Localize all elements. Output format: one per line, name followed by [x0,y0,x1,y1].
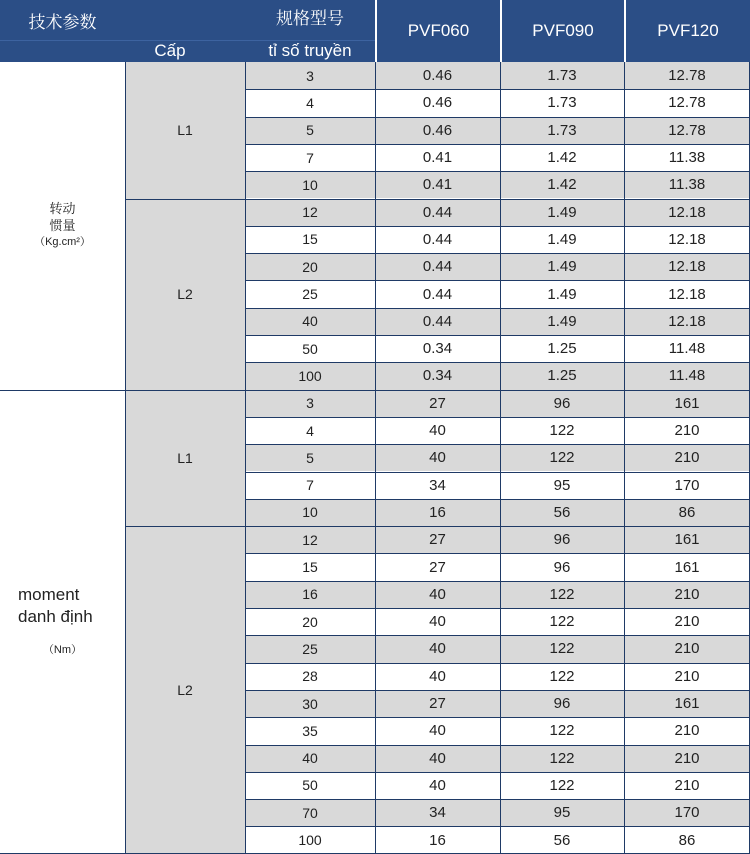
value-cell [624,417,750,444]
cell-text: 40 [302,313,318,330]
cell-text: 210 [674,613,700,631]
value-cell [624,362,750,389]
cell-text: 122 [549,667,575,685]
grid-line [245,472,750,473]
ratio-cell [245,499,375,526]
value-cell [624,199,750,226]
cell-text: 40 [429,749,446,767]
group-name-line: （Kg.cm²） [34,236,91,249]
value-cell [500,171,624,198]
value-cell [624,472,750,499]
value-cell [624,581,750,608]
cell-text: 86 [678,831,696,849]
ratio-cell [245,417,375,444]
cell-text: 122 [549,722,575,740]
value-cell [375,362,500,389]
table-header [0,0,750,62]
cell-text: 161 [674,695,700,713]
cell-text: 40 [429,585,446,603]
value-cell [375,335,500,362]
group-name-line: danh định [18,607,93,627]
cell-text: 96 [553,695,571,713]
cell-text: 210 [674,749,700,767]
value-cell [375,745,500,772]
cell-text: 122 [549,776,575,794]
cell-text: 50 [302,340,318,357]
cell-text: 25 [302,640,318,657]
value-cell [624,62,750,89]
ratio-cell [245,171,375,198]
cell-text: 12.18 [668,203,706,221]
header-level: Cấp [154,41,186,60]
cell-text: 1.42 [547,149,577,167]
value-cell [375,253,500,280]
ratio-cell [245,717,375,744]
cell-text: 12 [302,204,318,221]
grid-line [245,335,750,336]
ratio-cell [245,526,375,553]
cell-text: 40 [429,776,446,794]
grid-line [624,62,625,854]
header-tech-params: 技术参数 [28,12,97,32]
cell-text: 15 [302,231,318,248]
grid-line [245,745,750,746]
value-cell [375,226,500,253]
cell-text: 27 [429,394,446,412]
value-cell [624,772,750,799]
value-cell [500,499,624,526]
ratio-cell [245,826,375,853]
value-cell [500,226,624,253]
value-cell [624,826,750,853]
header-divider [624,0,626,62]
cell-text: 122 [549,585,575,603]
grid-line [245,608,750,609]
ratio-cell [245,226,375,253]
value-cell [500,717,624,744]
cell-text: 40 [429,722,446,740]
cell-text: 0.46 [422,67,453,85]
level-cell [125,199,245,390]
group-name-line: 转动 [49,201,76,217]
ratio-cell [245,335,375,362]
cell-text: 210 [674,640,700,658]
value-cell [375,417,500,444]
cell-text: 1.25 [547,340,577,358]
grid-line [245,635,750,636]
cell-text: 34 [429,476,446,494]
value-cell [624,280,750,307]
value-cell [500,826,624,853]
value-cell [500,444,624,471]
value-cell [500,253,624,280]
cell-text: 20 [302,613,318,630]
grid-line [245,690,750,691]
grid-line [245,62,246,854]
value-cell [624,390,750,417]
cell-text: 170 [674,476,700,494]
grid-line [500,62,501,854]
cell-text: 0.44 [422,285,453,303]
value-cell [375,117,500,144]
cell-text: 5 [306,449,314,466]
value-cell [500,280,624,307]
cell-text: 210 [674,776,700,794]
group-name-line: 惯量 [49,218,76,234]
value-cell [375,553,500,580]
value-cell [375,171,500,198]
cell-text: 96 [553,531,571,549]
value-cell [624,171,750,198]
cell-text: 16 [302,586,318,603]
cell-text: 12.78 [668,94,706,112]
value-cell [624,717,750,744]
cell-text: 40 [302,750,318,767]
cell-text: 50 [302,777,318,794]
cell-text: 0.41 [422,149,453,167]
cell-text: 56 [553,503,571,521]
level-cell [125,62,245,199]
value-cell [624,253,750,280]
value-cell [500,608,624,635]
cell-text: 161 [674,558,700,576]
grid-line [245,89,750,90]
cell-text: 40 [429,422,446,440]
grid-line [245,280,750,281]
value-cell [624,335,750,362]
cell-text: 10 [302,504,318,521]
cell-text: 30 [302,695,318,712]
group-name-line: moment [18,585,80,605]
cell-text: 1.73 [547,94,577,112]
cell-text: 1.49 [547,285,577,303]
value-cell [500,526,624,553]
value-cell [624,226,750,253]
cell-text: 1.49 [547,258,577,276]
value-cell [375,89,500,116]
value-cell [375,635,500,662]
ratio-cell [245,308,375,335]
value-cell [375,826,500,853]
value-cell [375,390,500,417]
cell-text: 56 [553,831,571,849]
value-cell [624,690,750,717]
cell-text: 122 [549,749,575,767]
cell-text: 12.18 [668,312,706,330]
ratio-cell [245,390,375,417]
group-name [0,62,125,390]
cell-text: 122 [549,640,575,658]
cell-text: 40 [429,613,446,631]
cell-text: 0.44 [422,258,453,276]
cell-text: L2 [177,286,193,303]
header-model-2: PVF090 [532,21,594,40]
ratio-cell [245,581,375,608]
ratio-cell [245,117,375,144]
grid-line [245,663,750,664]
value-cell [500,390,624,417]
value-cell [500,308,624,335]
grid-line [125,62,126,854]
ratio-cell [245,199,375,226]
grid-line [245,144,750,145]
value-cell [500,117,624,144]
value-cell [375,199,500,226]
value-cell [500,472,624,499]
group-name-cell [0,390,125,854]
ratio-cell [245,745,375,772]
cell-text: 11.38 [668,176,706,194]
grid-line [245,826,750,827]
cell-text: 15 [302,559,318,576]
grid-line [125,199,750,200]
group-name-line: （Nm） [42,644,83,657]
cell-text: 3 [306,67,314,84]
ratio-cell [245,444,375,471]
cell-text: 122 [549,422,575,440]
cell-text: 27 [429,558,446,576]
value-cell [375,690,500,717]
cell-text: 100 [298,367,322,384]
cell-text: 100 [298,832,322,849]
value-cell [375,526,500,553]
value-cell [500,635,624,662]
cell-text: 12.18 [668,258,706,276]
ratio-cell [245,472,375,499]
cell-text: 0.41 [422,176,453,194]
value-cell [624,553,750,580]
cell-text: 122 [549,613,575,631]
grid-line [245,226,750,227]
cell-text: 210 [674,667,700,685]
cell-text: 0.46 [422,121,453,139]
ratio-cell [245,280,375,307]
value-cell [375,581,500,608]
ratio-cell [245,144,375,171]
value-cell [624,89,750,116]
grid-line [245,308,750,309]
value-cell [624,608,750,635]
value-cell [624,635,750,662]
group-name [0,390,125,854]
value-cell [375,280,500,307]
ratio-cell [245,608,375,635]
cell-text: 34 [429,804,446,822]
cell-text: 0.46 [422,94,453,112]
level-cell [125,526,245,854]
cell-text: 12 [302,531,318,548]
ratio-cell [245,772,375,799]
value-cell [624,144,750,171]
value-cell [624,308,750,335]
cell-text: 11.48 [668,367,706,385]
cell-text: 86 [678,503,696,521]
header-ratio: tỉ số truyền [268,41,352,60]
cell-text: 27 [429,695,446,713]
value-cell [624,499,750,526]
value-cell [375,717,500,744]
grid-line [375,62,376,854]
cell-text: 1.73 [547,67,577,85]
cell-text: 5 [306,122,314,139]
value-cell [500,335,624,362]
cell-text: 40 [429,667,446,685]
cell-text: 4 [306,422,314,439]
grid-line [245,444,750,445]
cell-text: L1 [177,122,193,139]
cell-text: 1.25 [547,367,577,385]
value-cell [500,62,624,89]
ratio-cell [245,62,375,89]
grid-line [245,581,750,582]
cell-text: 12.78 [668,121,706,139]
header-model-1: PVF060 [407,21,470,40]
value-cell [500,553,624,580]
grid-line [245,253,750,254]
cell-text: 40 [429,449,446,467]
value-cell [500,144,624,171]
ratio-cell [245,89,375,116]
cell-text: 122 [549,449,575,467]
grid-line [245,772,750,773]
cell-text: 0.34 [422,367,453,385]
cell-text: 11.48 [668,340,706,358]
cell-text: 12.18 [668,230,706,248]
cell-text: 7 [306,477,314,494]
cell-text: 96 [553,394,571,412]
cell-text: 210 [674,722,700,740]
cell-text: 10 [302,176,318,193]
cell-text: 27 [429,531,446,549]
value-cell [500,745,624,772]
value-cell [375,144,500,171]
cell-text: 16 [429,831,446,849]
header-divider [500,0,502,62]
grid-line [245,362,750,363]
grid-line [125,526,750,527]
cell-text: 1.49 [547,203,577,221]
value-cell [500,417,624,444]
value-cell [624,117,750,144]
ratio-cell [245,663,375,690]
value-cell [624,526,750,553]
cell-text: 1.73 [547,121,577,139]
cell-text: 12.18 [668,285,706,303]
grid-line [245,117,750,118]
cell-text: 25 [302,286,318,303]
group-name-cell [0,62,125,390]
cell-text: 0.44 [422,312,453,330]
value-cell [375,499,500,526]
ratio-cell [245,635,375,662]
header-spec-model: 规格型号 [276,8,344,28]
cell-text: 40 [429,640,446,658]
ratio-cell [245,362,375,389]
cell-text: 161 [674,394,700,412]
value-cell [375,772,500,799]
cell-text: 210 [674,585,700,603]
cell-text: 0.34 [422,340,453,358]
cell-text: 12.78 [668,67,706,85]
grid-line [245,799,750,800]
cell-text: 1.49 [547,230,577,248]
cell-text: 20 [302,258,318,275]
cell-text: 35 [302,722,318,739]
grid-line [245,417,750,418]
grid-line [245,717,750,718]
header-divider [0,40,375,41]
value-cell [500,362,624,389]
grid-line [245,553,750,554]
grid-line [245,171,750,172]
cell-text: L2 [177,681,193,698]
value-cell [375,308,500,335]
cell-text: 96 [553,558,571,576]
value-cell [375,663,500,690]
value-cell [500,772,624,799]
cell-text: 95 [553,804,571,822]
value-cell [500,199,624,226]
value-cell [500,690,624,717]
cell-text: 161 [674,531,700,549]
header-divider [375,0,377,62]
cell-text: 4 [306,94,314,111]
cell-text: 70 [302,804,318,821]
value-cell [624,745,750,772]
cell-text: 0.44 [422,203,453,221]
cell-text: 16 [429,503,446,521]
ratio-cell [245,553,375,580]
value-cell [375,472,500,499]
value-cell [624,444,750,471]
value-cell [500,581,624,608]
ratio-cell [245,690,375,717]
cell-text: 95 [553,476,571,494]
value-cell [500,89,624,116]
cell-text: 170 [674,804,700,822]
cell-text: 0.44 [422,230,453,248]
grid-line [245,499,750,500]
cell-text: 210 [674,422,700,440]
cell-text: 3 [306,395,314,412]
cell-text: L1 [177,449,193,466]
value-cell [375,444,500,471]
level-cell [125,390,245,527]
value-cell [624,663,750,690]
cell-text: 11.38 [668,149,706,167]
cell-text: 1.42 [547,176,577,194]
cell-text: 1.49 [547,312,577,330]
value-cell [375,608,500,635]
header-model-3: PVF120 [657,21,719,40]
value-cell [500,663,624,690]
ratio-cell [245,253,375,280]
cell-text: 210 [674,449,700,467]
cell-text: 7 [306,149,314,166]
cell-text: 28 [302,668,318,685]
value-cell [375,62,500,89]
